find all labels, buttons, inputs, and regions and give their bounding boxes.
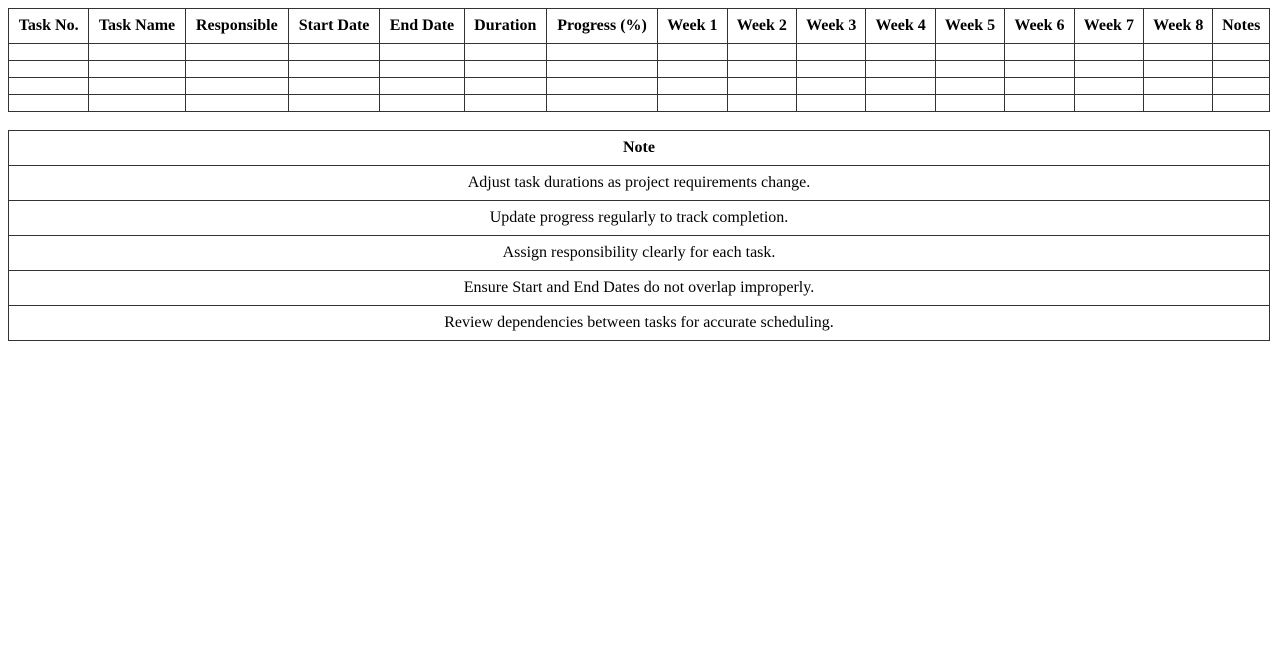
table-cell[interactable] xyxy=(1005,61,1074,78)
table-cell[interactable] xyxy=(464,44,546,61)
note-row xyxy=(9,236,1270,271)
table-cell[interactable] xyxy=(185,61,288,78)
note-row xyxy=(9,306,1270,341)
column-header-week-2: Week 2 xyxy=(727,9,796,44)
table-cell[interactable] xyxy=(1213,78,1270,95)
table-cell[interactable] xyxy=(1144,95,1213,112)
table-row xyxy=(9,95,1270,112)
note-item: Adjust task durations as project requirements change. xyxy=(9,166,1270,201)
table-cell[interactable] xyxy=(866,44,935,61)
column-header-end-date: End Date xyxy=(380,9,464,44)
column-header-task-name: Task Name xyxy=(89,9,185,44)
table-cell[interactable] xyxy=(727,61,796,78)
column-header-notes: Notes xyxy=(1213,9,1270,44)
table-cell[interactable] xyxy=(464,78,546,95)
table-cell[interactable] xyxy=(935,78,1004,95)
table-cell[interactable] xyxy=(1074,44,1143,61)
table-cell[interactable] xyxy=(1144,61,1213,78)
table-cell[interactable] xyxy=(464,61,546,78)
table-cell[interactable] xyxy=(935,95,1004,112)
note-item: Update progress regularly to track completion. xyxy=(9,201,1270,236)
note-row xyxy=(9,271,1270,306)
table-cell[interactable] xyxy=(935,61,1004,78)
column-header-responsible: Responsible xyxy=(185,9,288,44)
table-cell[interactable] xyxy=(727,78,796,95)
table-cell[interactable] xyxy=(866,95,935,112)
table-cell[interactable] xyxy=(185,95,288,112)
table-cell[interactable] xyxy=(797,61,866,78)
task-schedule-table xyxy=(8,8,1270,112)
table-cell[interactable] xyxy=(89,61,185,78)
table-cell[interactable] xyxy=(546,95,657,112)
table-cell[interactable] xyxy=(1074,61,1143,78)
column-header-progress: Progress (%) xyxy=(546,9,657,44)
note-item: Ensure Start and End Dates do not overlap improperly. xyxy=(9,271,1270,306)
note-item: Review dependencies between tasks for accurate scheduling. xyxy=(9,306,1270,341)
column-header-week-5: Week 5 xyxy=(935,9,1004,44)
column-header-week-3: Week 3 xyxy=(797,9,866,44)
table-cell[interactable] xyxy=(727,95,796,112)
table-row xyxy=(9,44,1270,61)
table-cell[interactable] xyxy=(380,61,464,78)
table-cell[interactable] xyxy=(727,44,796,61)
table-cell[interactable] xyxy=(797,44,866,61)
column-header-week-4: Week 4 xyxy=(866,9,935,44)
table-cell[interactable] xyxy=(185,44,288,61)
table-cell[interactable] xyxy=(185,78,288,95)
table-cell[interactable] xyxy=(380,78,464,95)
table-cell[interactable] xyxy=(9,61,89,78)
table-cell[interactable] xyxy=(546,61,657,78)
table-cell[interactable] xyxy=(1144,78,1213,95)
table-cell[interactable] xyxy=(9,44,89,61)
column-header-week-7: Week 7 xyxy=(1074,9,1143,44)
table-cell[interactable] xyxy=(866,61,935,78)
table-cell[interactable] xyxy=(464,95,546,112)
table-cell[interactable] xyxy=(658,78,727,95)
task-table-header-row xyxy=(9,9,1270,44)
table-cell[interactable] xyxy=(797,95,866,112)
table-cell[interactable] xyxy=(288,78,379,95)
table-cell[interactable] xyxy=(1005,44,1074,61)
table-cell[interactable] xyxy=(9,78,89,95)
notes-table xyxy=(8,130,1270,341)
table-cell[interactable] xyxy=(380,95,464,112)
column-header-task-no: Task No. xyxy=(9,9,89,44)
column-header-start-date: Start Date xyxy=(288,9,379,44)
table-cell[interactable] xyxy=(9,95,89,112)
note-row xyxy=(9,201,1270,236)
table-cell[interactable] xyxy=(89,44,185,61)
table-cell[interactable] xyxy=(546,44,657,61)
table-cell[interactable] xyxy=(797,78,866,95)
table-cell[interactable] xyxy=(1144,44,1213,61)
table-row xyxy=(9,61,1270,78)
table-cell[interactable] xyxy=(546,78,657,95)
column-header-week-1: Week 1 xyxy=(658,9,727,44)
table-cell[interactable] xyxy=(935,44,1004,61)
table-cell[interactable] xyxy=(288,44,379,61)
table-cell[interactable] xyxy=(288,95,379,112)
table-cell[interactable] xyxy=(1074,78,1143,95)
table-cell[interactable] xyxy=(658,44,727,61)
table-cell[interactable] xyxy=(1213,61,1270,78)
table-cell[interactable] xyxy=(1213,95,1270,112)
table-cell[interactable] xyxy=(658,61,727,78)
table-cell[interactable] xyxy=(1074,95,1143,112)
column-header-duration: Duration xyxy=(464,9,546,44)
table-cell[interactable] xyxy=(89,95,185,112)
table-cell[interactable] xyxy=(1005,78,1074,95)
table-cell[interactable] xyxy=(89,78,185,95)
table-cell[interactable] xyxy=(1213,44,1270,61)
column-header-week-8: Week 8 xyxy=(1144,9,1213,44)
table-cell[interactable] xyxy=(288,61,379,78)
notes-header: Note xyxy=(9,131,1270,166)
table-cell[interactable] xyxy=(866,78,935,95)
note-item: Assign responsibility clearly for each task. xyxy=(9,236,1270,271)
table-cell[interactable] xyxy=(380,44,464,61)
note-row xyxy=(9,166,1270,201)
table-row xyxy=(9,78,1270,95)
column-header-week-6: Week 6 xyxy=(1005,9,1074,44)
notes-header-row xyxy=(9,131,1270,166)
table-cell[interactable] xyxy=(658,95,727,112)
table-cell[interactable] xyxy=(1005,95,1074,112)
